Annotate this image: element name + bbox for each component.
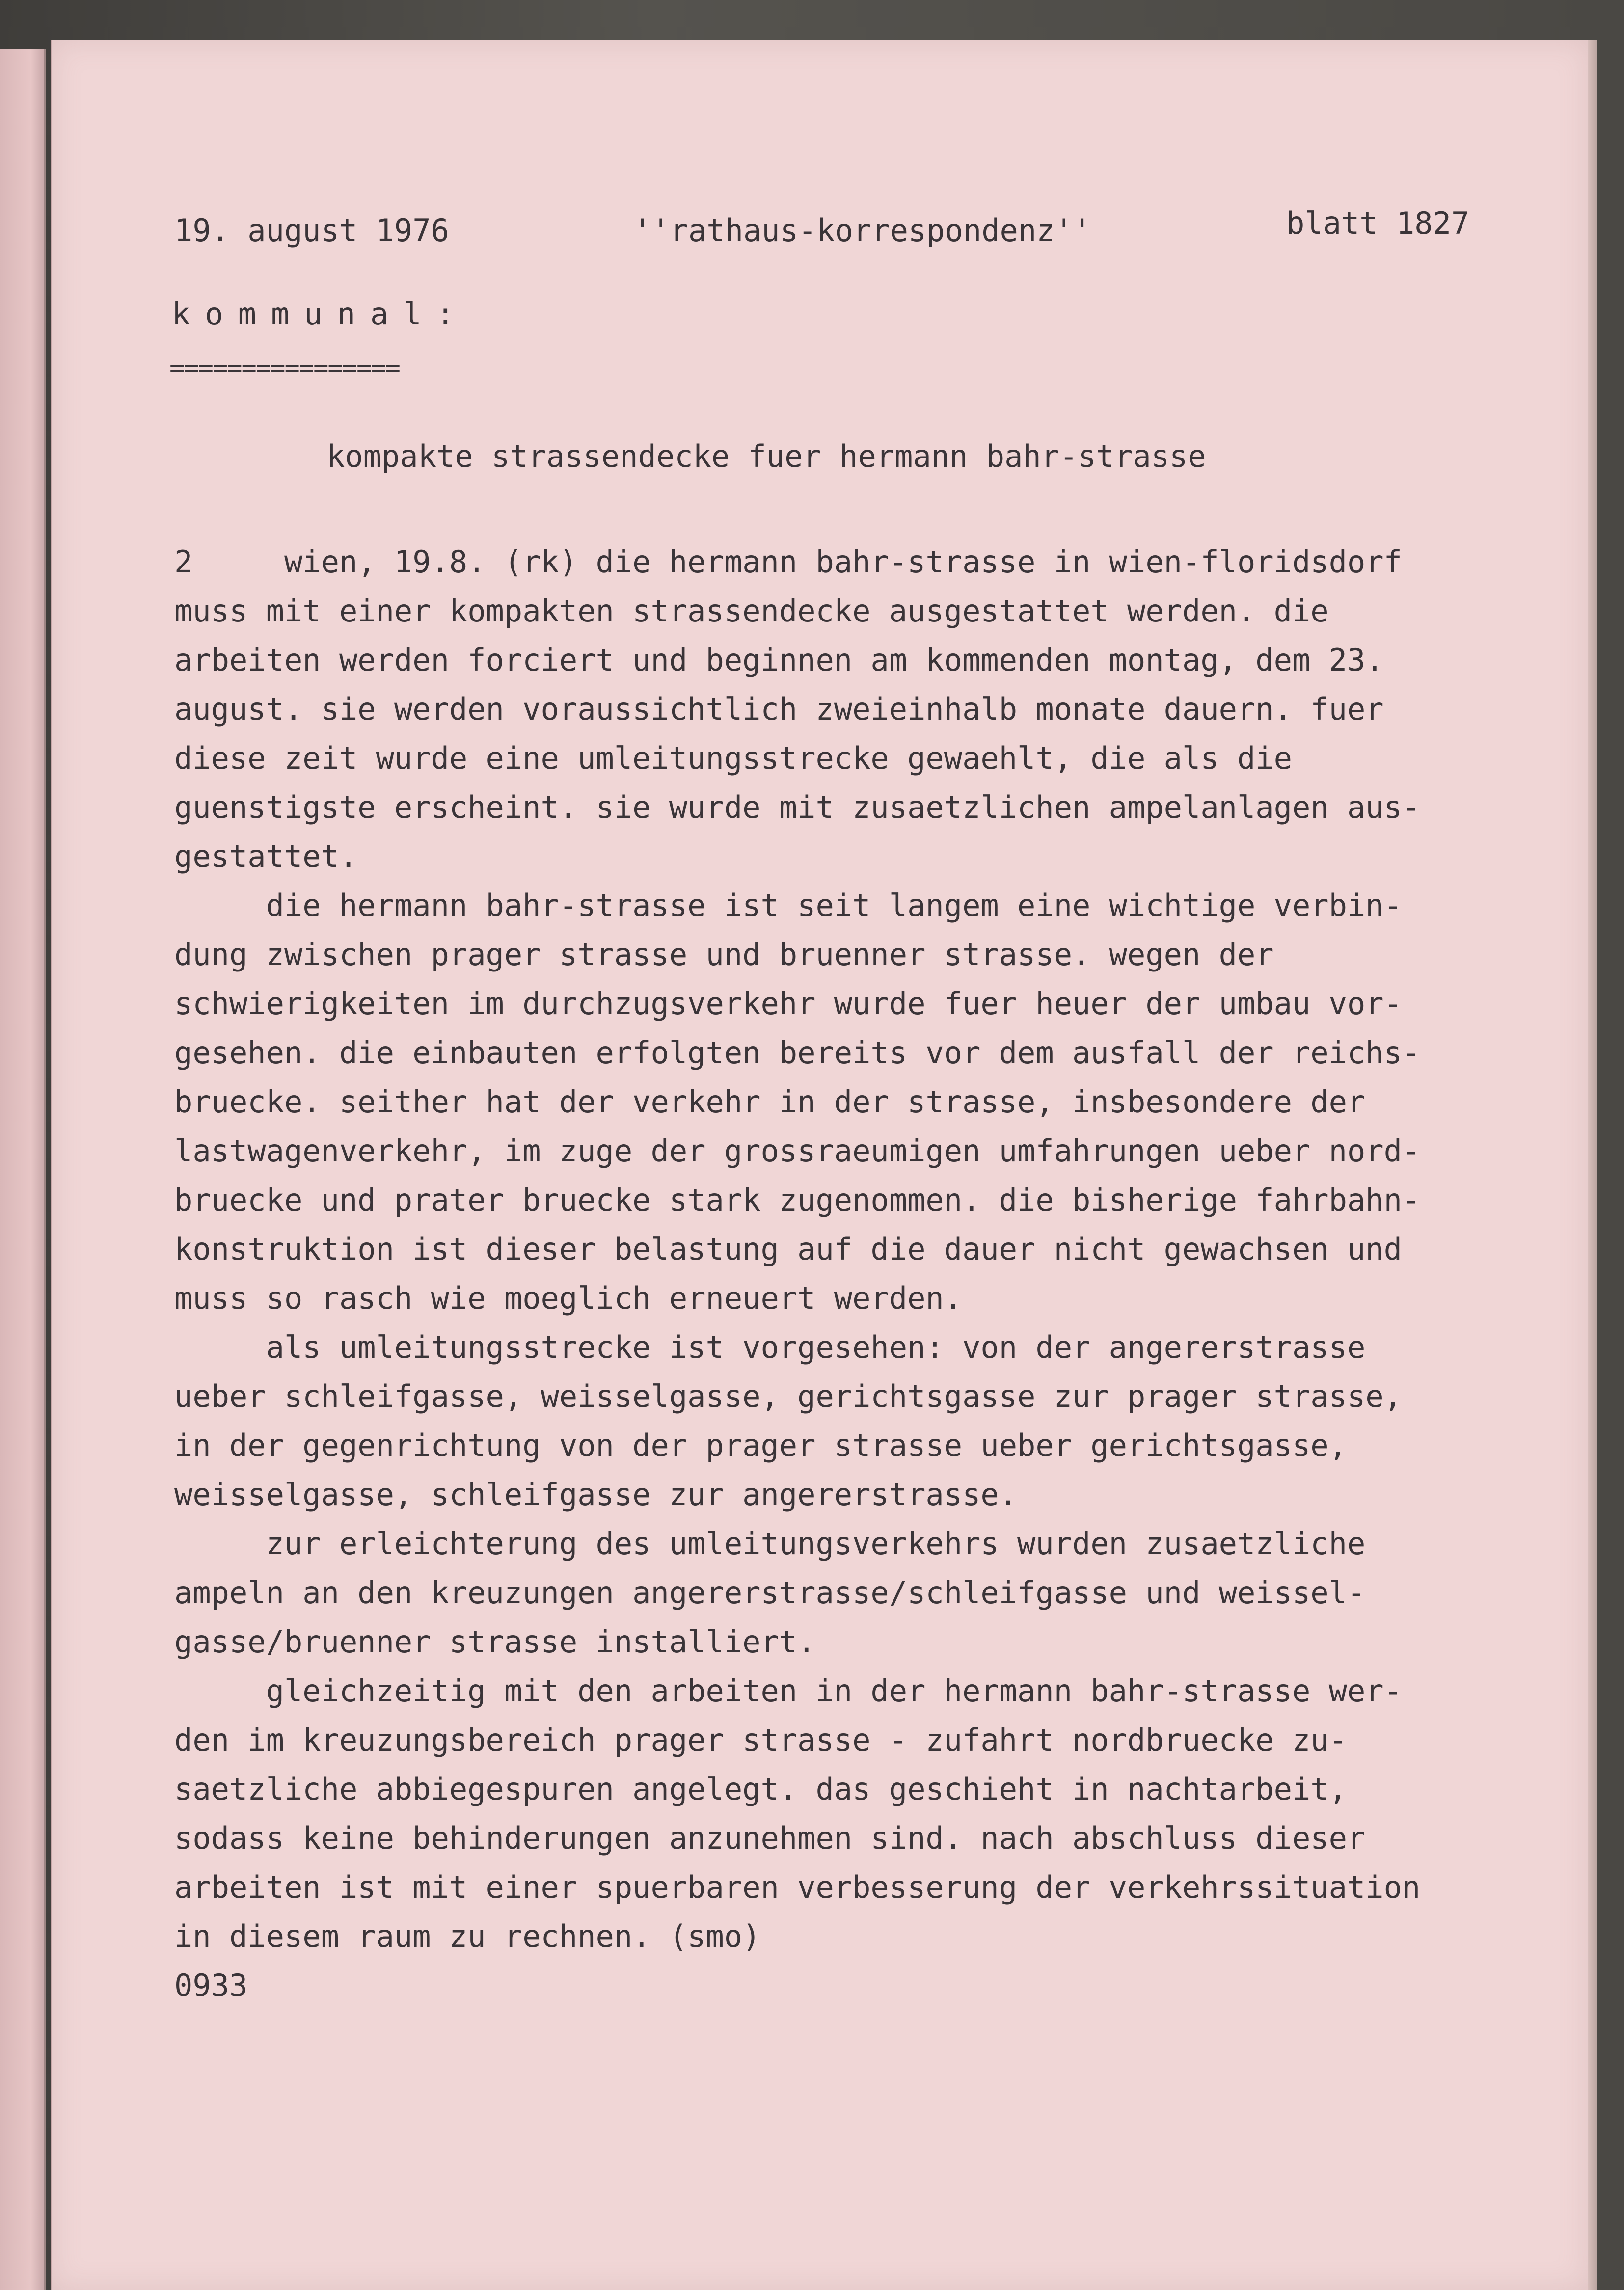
body-line: konstruktion ist dieser belastung auf die dauer nicht gewachsen und — [174, 1231, 1402, 1267]
section-label: kommunal: — [172, 296, 469, 332]
header-date: 19. august 1976 — [174, 213, 449, 248]
article-headline: kompakte strassendecke fuer hermann bahr-strasse — [326, 438, 1206, 474]
header-sheet-number: blatt 1827 — [1286, 205, 1470, 241]
body-line: arbeiten werden forciert und beginnen am kommenden montag, dem 23. — [174, 642, 1384, 678]
body-line: saetzliche abbiegespuren angelegt. das geschieht in nachtarbeit, — [174, 1771, 1347, 1807]
body-line: august. sie werden voraussichtlich zweieinhalb monate dauern. fuer — [174, 691, 1384, 727]
header-publication: ''rathaus-korrespondenz'' — [633, 213, 1092, 248]
body-line: arbeiten ist mit einer spuerbaren verbesserung der verkehrssituation — [174, 1869, 1421, 1905]
section-underline: ================ — [169, 353, 400, 383]
body-line: die hermann bahr-strasse ist seit langem eine wichtige verbin- — [174, 888, 1402, 923]
body-line: lastwagenverkehr, im zuge der grossraeumigen umfahrungen ueber nord- — [174, 1133, 1421, 1169]
body-line: in der gegenrichtung von der prager strasse ueber gerichtsgasse, — [174, 1428, 1347, 1463]
body-line: weisselgasse, schleifgasse zur angererstrasse. — [174, 1477, 1018, 1512]
body-line: gasse/bruenner strasse installiert. — [174, 1624, 816, 1660]
body-line: in diesem raum zu rechnen. (smo) — [174, 1918, 761, 1954]
body-line: zur erleichterung des umleitungsverkehrs wurden zusaetzliche — [174, 1526, 1366, 1562]
body-line: als umleitungsstrecke ist vorgesehen: von der angererstrasse — [174, 1329, 1366, 1365]
body-line: gesehen. die einbauten erfolgten bereits vor dem ausfall der reichs- — [174, 1035, 1421, 1071]
body-line: schwierigkeiten im durchzugsverkehr wurde fuer heuer der umbau vor- — [174, 986, 1402, 1022]
body-line: bruecke und prater bruecke stark zugenommen. die bisherige fahrbahn- — [174, 1182, 1421, 1218]
body-line: gestattet. — [174, 838, 358, 874]
body-line: bruecke. seither hat der verkehr in der strasse, insbesondere der — [174, 1084, 1366, 1120]
body-line: den im kreuzungsbereich prager strasse - zufahrt nordbruecke zu- — [174, 1722, 1347, 1758]
body-line: diese zeit wurde eine umleitungsstrecke gewaehlt, die als die — [174, 740, 1292, 776]
body-line: muss mit einer kompakten strassendecke ausgestattet werden. die — [174, 593, 1329, 629]
body-line: guenstigste erscheint. sie wurde mit zusaetzlichen ampelanlagen aus- — [174, 789, 1421, 825]
body-line: 2 wien, 19.8. (rk) die hermann bahr-strasse in wien-floridsdorf — [174, 544, 1402, 580]
body-line: sodass keine behinderungen anzunehmen sind. nach abschluss dieser — [174, 1820, 1366, 1856]
page-stack-edge — [1588, 40, 1597, 2290]
body-line: dung zwischen prager strasse und bruenner strasse. wegen der — [174, 937, 1274, 972]
adjacent-page-edge — [0, 49, 46, 2290]
document-code: 0933 — [174, 1967, 248, 2003]
body-line: ueber schleifgasse, weisselgasse, gerichtsgasse zur prager strasse, — [174, 1378, 1402, 1414]
body-line: ampeln an den kreuzungen angererstrasse/schleifgasse und weissel- — [174, 1575, 1366, 1611]
body-line: muss so rasch wie moeglich erneuert werden. — [174, 1280, 963, 1316]
body-line: gleichzeitig mit den arbeiten in der hermann bahr-strasse wer- — [174, 1673, 1402, 1709]
